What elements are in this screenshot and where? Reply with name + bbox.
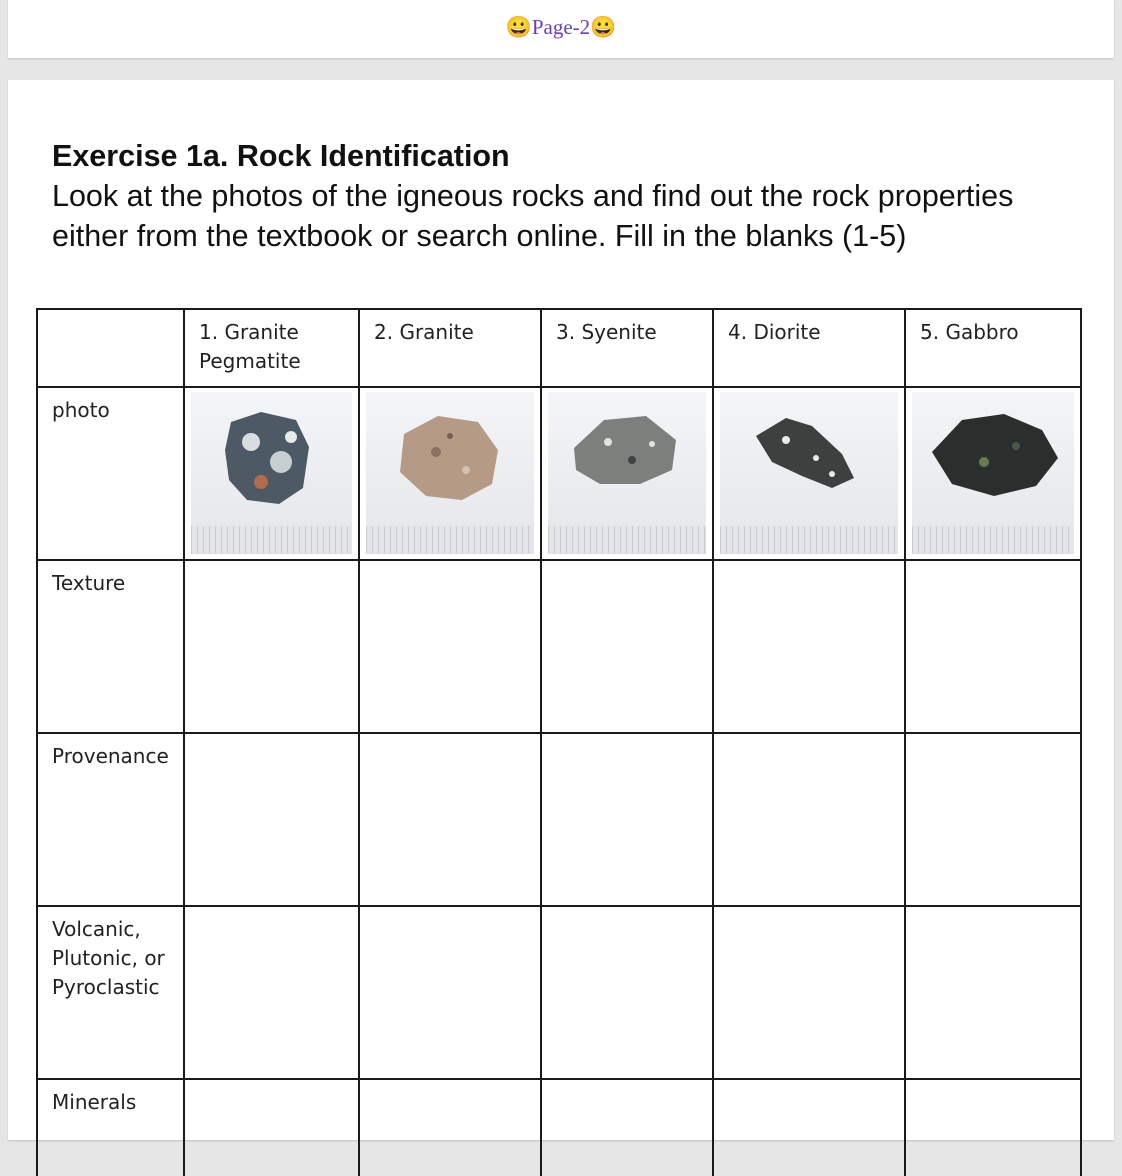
scale-ruler bbox=[720, 526, 898, 554]
mineral-speck bbox=[431, 447, 441, 457]
column-header: 4. Diorite bbox=[713, 309, 905, 387]
answer-cell[interactable] bbox=[359, 733, 541, 906]
mineral-speck bbox=[242, 433, 260, 451]
answer-cell[interactable] bbox=[184, 560, 359, 733]
photo-cell bbox=[713, 387, 905, 560]
answer-cell[interactable] bbox=[359, 560, 541, 733]
diorite-rock-photo bbox=[720, 392, 898, 554]
column-header: 2. Granite bbox=[359, 309, 541, 387]
exercise-title: Exercise 1a. Rock Identification bbox=[52, 139, 510, 173]
answer-cell[interactable] bbox=[359, 906, 541, 1079]
table-row-volcanic-plutonic-pyroclastic bbox=[37, 906, 1081, 1079]
answer-cell[interactable] bbox=[541, 560, 713, 733]
answer-cell[interactable] bbox=[905, 733, 1081, 906]
scale-ruler bbox=[366, 526, 534, 554]
mineral-speck bbox=[285, 431, 297, 443]
table-row-provenance bbox=[37, 733, 1081, 906]
table-row-texture bbox=[37, 560, 1081, 733]
answer-cell[interactable] bbox=[713, 560, 905, 733]
row-label-vpp: Volcanic, Plutonic, or Pyroclastic bbox=[37, 906, 184, 1079]
column-header: 3. Syenite bbox=[541, 309, 713, 387]
mineral-speck bbox=[604, 438, 612, 446]
answer-cell[interactable] bbox=[541, 733, 713, 906]
mineral-speck bbox=[782, 436, 790, 444]
row-label-provenance: Provenance bbox=[37, 733, 184, 906]
granite-pegmatite-rock-photo bbox=[191, 392, 352, 554]
rock-shape bbox=[574, 416, 676, 484]
column-header: 1. Granite Pegmatite bbox=[184, 309, 359, 387]
answer-cell[interactable] bbox=[713, 1079, 905, 1176]
answer-cell[interactable] bbox=[905, 906, 1081, 1079]
rock-shape bbox=[225, 412, 309, 504]
scale-ruler bbox=[191, 526, 352, 554]
table-row-minerals bbox=[37, 1079, 1081, 1176]
photo-cell bbox=[541, 387, 713, 560]
rock-shape bbox=[400, 416, 498, 500]
answer-cell[interactable] bbox=[713, 906, 905, 1079]
scale-ruler bbox=[912, 526, 1074, 554]
row-label-photo: photo bbox=[37, 387, 184, 560]
previous-page-footer bbox=[8, 0, 1114, 58]
answer-cell[interactable] bbox=[359, 1079, 541, 1176]
row-label-minerals: Minerals bbox=[37, 1079, 184, 1176]
exercise-instructions: Look at the photos of the igneous rocks and find out the rock properties either from the textbook or search online. Fill in the blanks (1-5) bbox=[52, 179, 1014, 253]
answer-cell[interactable] bbox=[905, 1079, 1081, 1176]
rock-shape bbox=[756, 418, 854, 488]
row-label-texture: Texture bbox=[37, 560, 184, 733]
answer-cell[interactable] bbox=[905, 560, 1081, 733]
answer-cell[interactable] bbox=[184, 733, 359, 906]
rock-shape bbox=[932, 414, 1058, 496]
photo-cell bbox=[905, 387, 1081, 560]
mineral-speck bbox=[829, 471, 835, 477]
answer-cell[interactable] bbox=[541, 1079, 713, 1176]
scale-ruler bbox=[548, 526, 706, 554]
answer-cell[interactable] bbox=[713, 733, 905, 906]
answer-cell[interactable] bbox=[184, 1079, 359, 1176]
exercise-heading bbox=[52, 136, 1062, 256]
mineral-speck bbox=[813, 455, 819, 461]
gabbro-rock-photo bbox=[912, 392, 1074, 554]
mineral-speck bbox=[979, 457, 989, 467]
mineral-speck bbox=[649, 441, 655, 447]
answer-cell[interactable] bbox=[184, 906, 359, 1079]
mineral-speck bbox=[270, 451, 292, 473]
photo-cell bbox=[359, 387, 541, 560]
mineral-speck bbox=[254, 475, 268, 489]
mineral-speck bbox=[447, 433, 453, 439]
rock-identification-table bbox=[36, 308, 1082, 1176]
answer-cell[interactable] bbox=[541, 906, 713, 1079]
syenite-rock-photo bbox=[548, 392, 706, 554]
table-row-photo bbox=[37, 387, 1081, 560]
granite-rock-photo bbox=[366, 392, 534, 554]
table-header-row bbox=[37, 309, 1081, 387]
photo-cell bbox=[184, 387, 359, 560]
corner-cell bbox=[37, 309, 184, 387]
mineral-speck bbox=[1012, 442, 1020, 450]
page-label: 😀Page-2😀 bbox=[505, 15, 617, 39]
column-header: 5. Gabbro bbox=[905, 309, 1081, 387]
mineral-speck bbox=[462, 466, 470, 474]
document-page[interactable] bbox=[8, 80, 1114, 1140]
mineral-speck bbox=[628, 456, 636, 464]
